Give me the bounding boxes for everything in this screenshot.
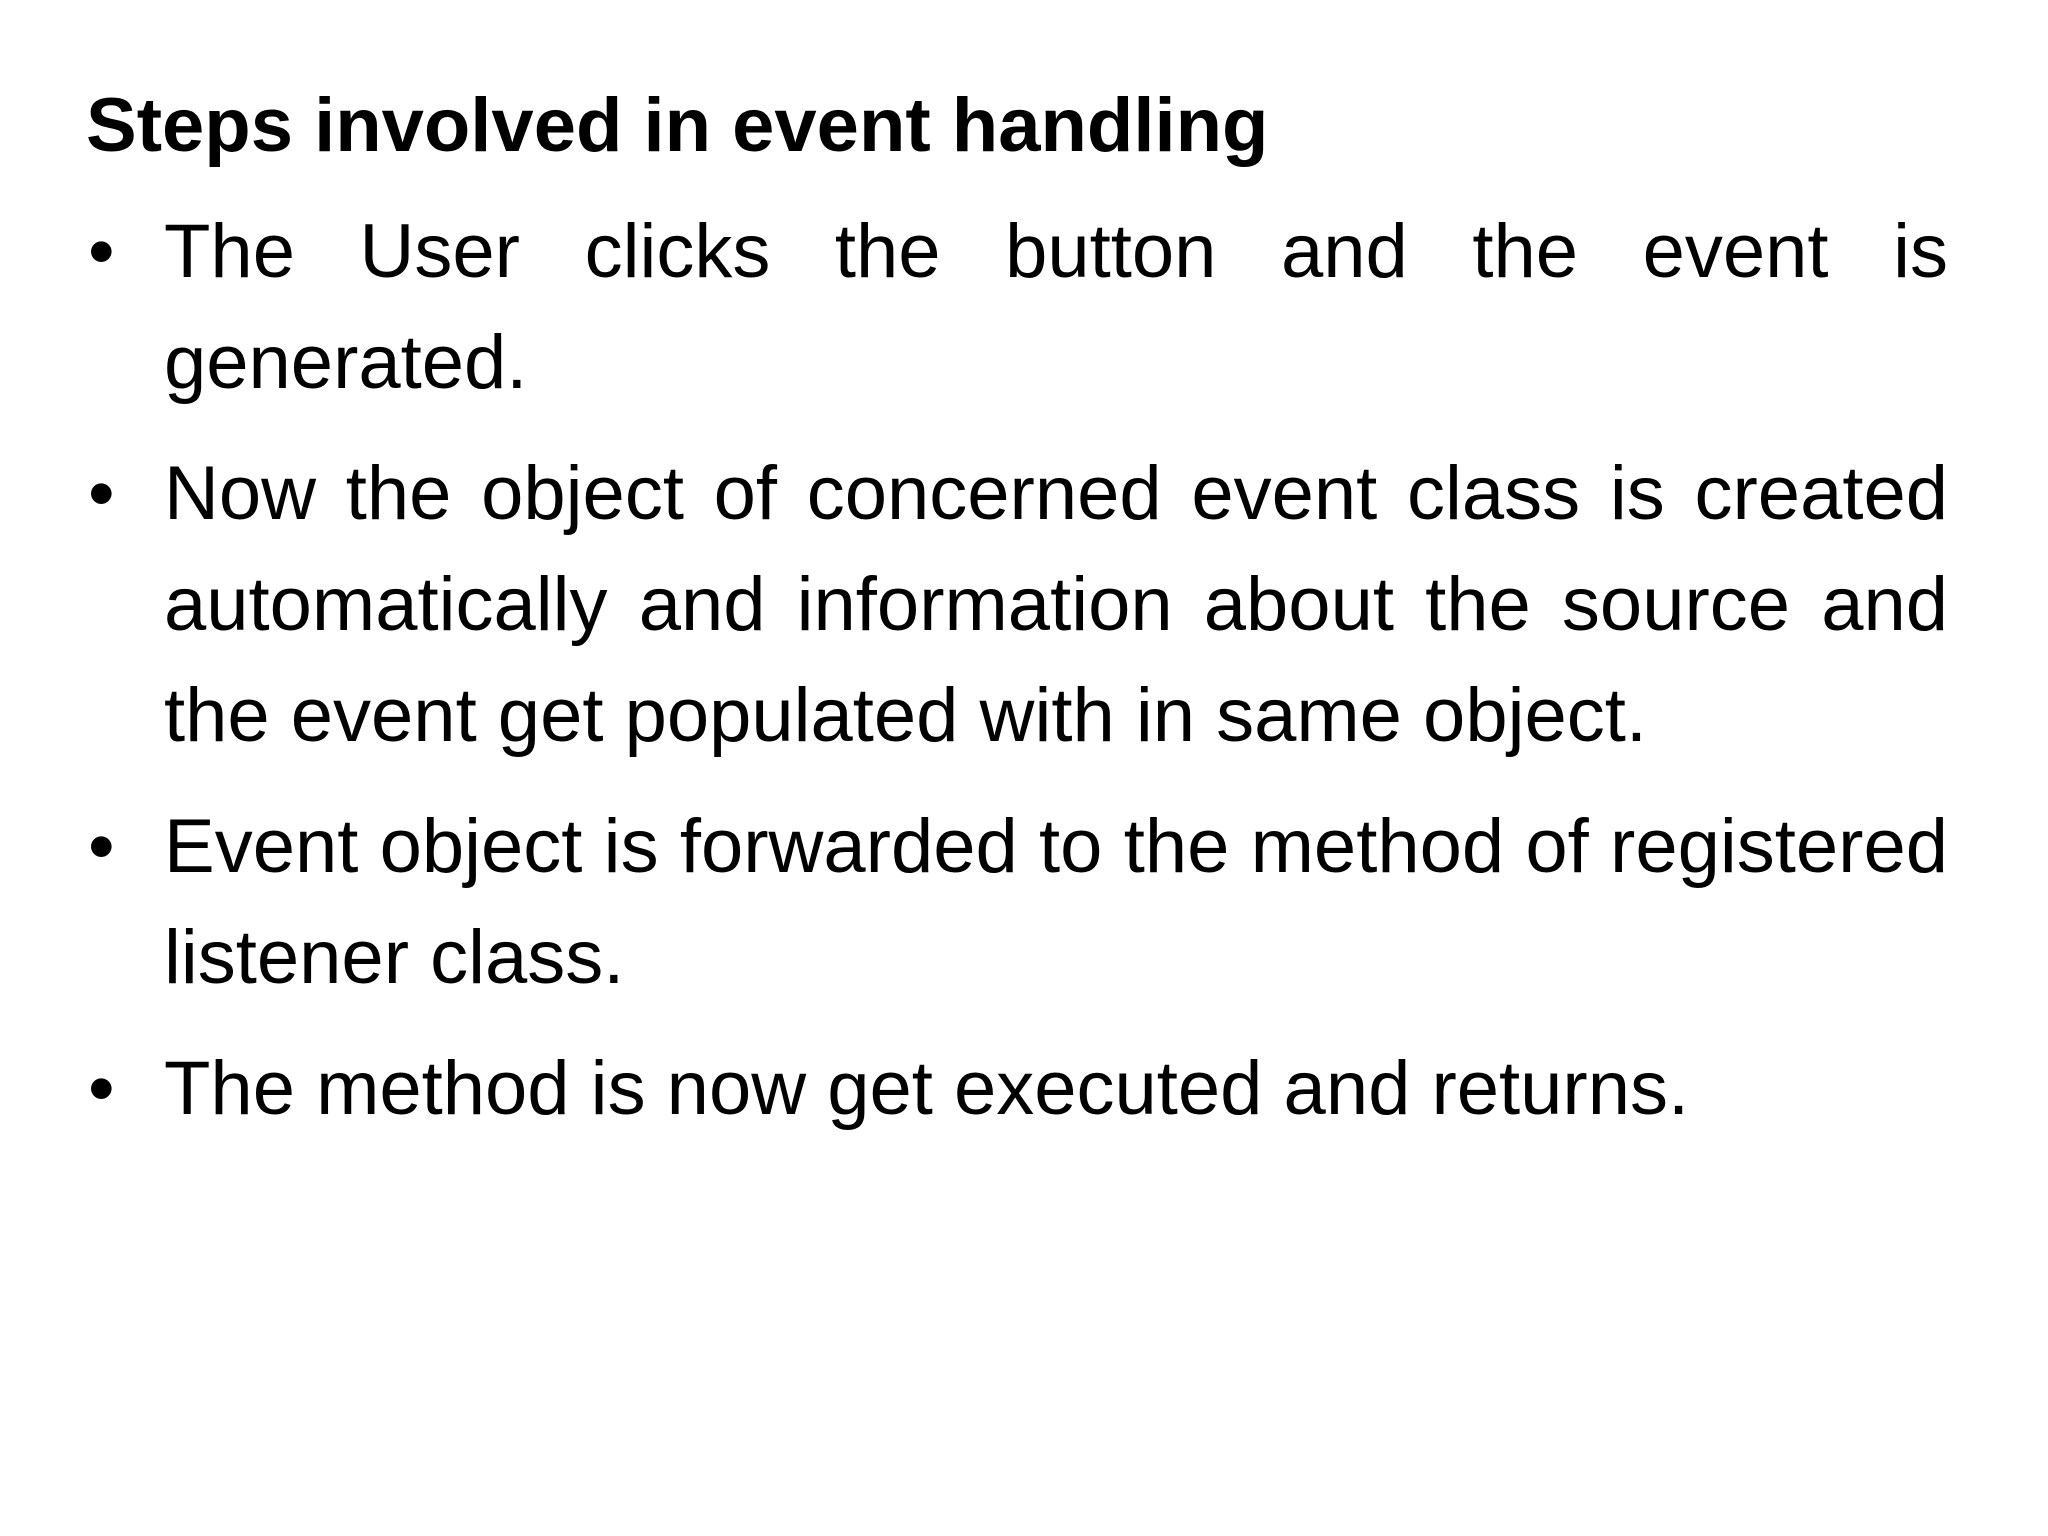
bullet-icon: • (88, 1046, 115, 1131)
list-item (86, 196, 1948, 418)
bullet-icon: • (88, 451, 115, 536)
bullet-text: Event object is forwarded to the method of registered listener class. (164, 804, 1948, 1000)
bullet-icon: • (88, 209, 115, 294)
bullet-text: Now the object of concerned event class is created automatically and information about the source and the event get populated with in same object. (164, 451, 1948, 758)
list-item (86, 438, 1948, 771)
list-item (86, 1033, 1948, 1144)
list-item (86, 791, 1948, 1013)
slide-title: Steps involved in event handling (86, 83, 1269, 168)
bullet-icon: • (88, 804, 115, 889)
bullet-text: The User clicks the button and the event is generated. (164, 209, 1948, 405)
bullet-list (86, 196, 1948, 1164)
bullet-text: The method is now get executed and returns. (164, 1046, 1690, 1131)
